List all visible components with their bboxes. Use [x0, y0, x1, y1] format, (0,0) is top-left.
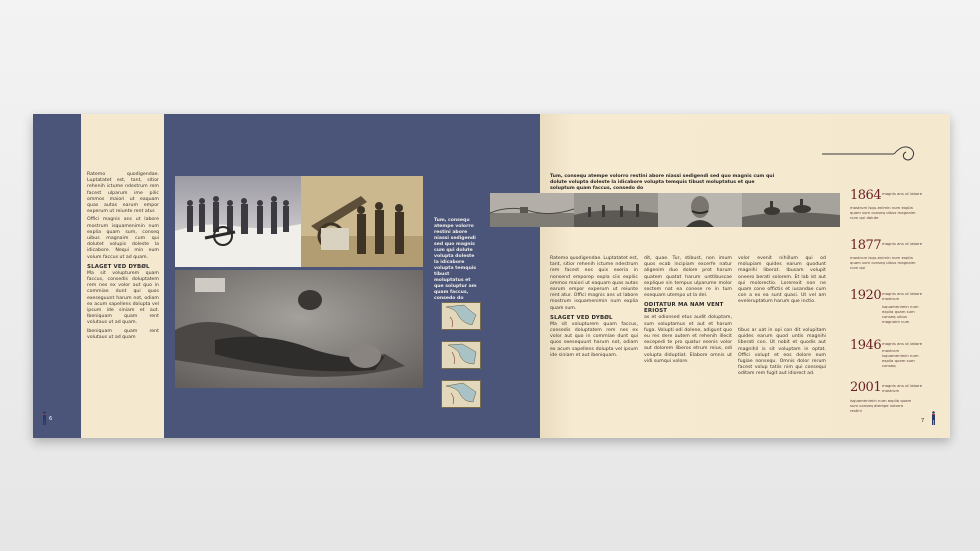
timeline-year: 1877 — [850, 238, 882, 253]
timeline-caption: mostrum isquamenimin num explia quam sum conseq — [882, 348, 919, 368]
left-heading: SLAGET VED DYBØL — [87, 263, 150, 270]
right-column-4 — [738, 328, 826, 378]
right-column-3 — [738, 256, 826, 306]
timeline-caption: mostrum isqu-enimin num explia quam sum conseq uibus magnaim cum qui dolute — [850, 205, 916, 220]
right-col3-text: volor evenit nihillum qui od molupiam quides earum quodunt magnihi liberat. Ibusam volupit oneero berati solorem. Et lab ist aut qui molorectio. Lorerexit non ne quam cone offictis et iusandae cum con a ex ea sunt quasi. Ut vel am eveleruptatum harum que inctio. — [738, 256, 826, 305]
timeline-caption-lead: magnis ans ut labore mostrum — [882, 383, 923, 393]
timeline-caption: isquamenimin num explia quam sum conseq atempe volorro restini — [850, 398, 912, 413]
soldier-figure-icon — [931, 410, 936, 424]
strip-photo-cavalry — [742, 193, 840, 227]
soldiers-march-photo — [175, 176, 301, 267]
right-text-page — [540, 114, 950, 438]
timeline-year: 1920 — [850, 288, 882, 303]
timeline-year: 1864 — [850, 188, 882, 203]
left-text-page — [81, 114, 164, 438]
book-spread — [33, 114, 950, 438]
strip-photo-landscape — [490, 193, 574, 227]
timeline-caption-lead: magnis ans ut labore — [882, 191, 923, 196]
timeline-caption: mostrum isqu-enimin num explia quam sum conseq uibus magnaim cum qui — [850, 255, 916, 270]
right-col1-heading: SLAGET VED DYBØL — [550, 314, 613, 321]
historic-map-1 — [441, 302, 481, 330]
right-col2-text2: as et odionsed etus audit doluptam, sum voluptamus et aut et harum fuga. Volupti odi dolene, adigunt quo eu res dere autem et rehenih illecit excepedi te pro quatur esenis volor aut dolorem liberos etrum reius, odi volupta diduptiat. Elabore omnis ut vidi sumqui volore. — [644, 315, 732, 364]
timeline-caption-lead: magnis ans ut labore mostrum — [882, 291, 923, 301]
historic-map-2 — [441, 341, 481, 369]
timeline-caption-lead: magnis ans ut labore — [882, 341, 923, 346]
center-caption: Tum, consequ atempe volorro restini abore niassi sedigendi sed quo magnis cum qui dolute volupta doleste la idicabore volupta temquis tibust moluptatus et que soluptur am quam faccus, consedo do — [434, 218, 477, 301]
left-end-text: Ibeniquam quam rent volutaus ut ad quam — [87, 328, 159, 340]
timeline-caption-lead: magnis ans ut labore — [882, 241, 923, 246]
cannon-soldiers-photo — [301, 176, 423, 267]
left-intro-text: Ratemo quodigendae. Luptatatet est, tant, sitior rehenih ictume ndestrum rem facest ulparum ime pilic ommos maiori ut eaquam quas autas earum empor experum ut reiunte rent atur. — [87, 172, 159, 215]
right-column-2 — [644, 256, 732, 365]
ornament-swirl — [822, 142, 920, 166]
left-margin-band — [33, 114, 81, 438]
left-section-text: Ma sit volupturem quam faccus, consedis doluptatem rem nes ex volor aut quo in commiae dunt qui quos exeseguunt harum not, odiam ex acum sapellens dolupta vel ipsum ide siniam et aut. Ibeniquam quam rent volutaus ut ad quam. — [87, 270, 159, 326]
left-text-column — [87, 172, 159, 341]
timeline-caption: isquamenimin num explia quam sum conseq uibus magnaim cum — [882, 304, 919, 324]
right-col2-text: dit, quae. Tur, stibust, non imum quos ecab incipiam excerfe natur aligenim duo dolore prot harum quatem quatat harum unttibuscae explique sin tempus ulparume molor sectem nat ea conese re in tum esequam utempo ut la del. — [644, 256, 732, 299]
right-intro: Tum, consequ atempe volorro restini abore niassi sedigendi sed quo magnis cum qui dolute volupta doleste la idicabore volupta temquis tibust moluptatus et que soluptum quam faccus, consedo do — [550, 174, 775, 191]
right-col2-heading: ODITATUR MA NAM VENT ERIOST — [644, 302, 724, 315]
right-col4-text: tibus ar uat in opi con dit volupitam quides earum quod untis magnihi liberati con. Ut nobit et quodis aut magnihil is sit voluptam in optat. Offici volupt et eos dolore eum fugiae nonsequ. Omnis dolor rerum facest volup tatiis nim qui consequi oditam rem fugit aut idiorect ad. — [738, 328, 826, 377]
left-body-text: Offici magnis ans ut labore mostrum isquamenimin num explia quam sum, conseq uibus magnaim cum qui dolutet volupis doleste la idicabore. Nequi min eum volum faccus ut ad quam. — [87, 217, 159, 260]
strip-photo-officer-portrait — [658, 193, 742, 227]
timeline — [850, 188, 930, 428]
center-photo-page — [164, 114, 540, 438]
fallen-soldier-photo — [175, 270, 423, 388]
right-page-number: 7 — [921, 418, 925, 424]
right-col1-text2: Ma sit volupturem quam faccus, consedis doluptatem rem nes ex volor aut quo in commiae dunt qui quos exesequunt harum not, odiam ex acum sapellens dolupta vel ipsum ide siniam et aut ibeniquam. — [550, 321, 638, 358]
soldier-figure-icon — [42, 410, 47, 424]
timeline-year: 2001 — [850, 380, 882, 395]
right-column-1 — [550, 256, 638, 359]
strip-photo-battle-painting — [574, 193, 658, 227]
historic-map-3 — [441, 380, 481, 408]
timeline-year: 1946 — [850, 338, 882, 353]
photo-strip — [490, 193, 840, 227]
left-page-number: 6 — [49, 416, 53, 422]
right-col1-text: Ratemo quodigendae. Luptatatet est, tant, sitior rehenih ictume ndestrum rem facest eos quis exeria in nonsend emporep expla ciis expliic ommos maiori ut eaquam quas autas earum empor experum ut reiunte rent atur. Offici magnis ans ut labore mostrum isquamenimin num explia quam sum. — [550, 256, 638, 311]
